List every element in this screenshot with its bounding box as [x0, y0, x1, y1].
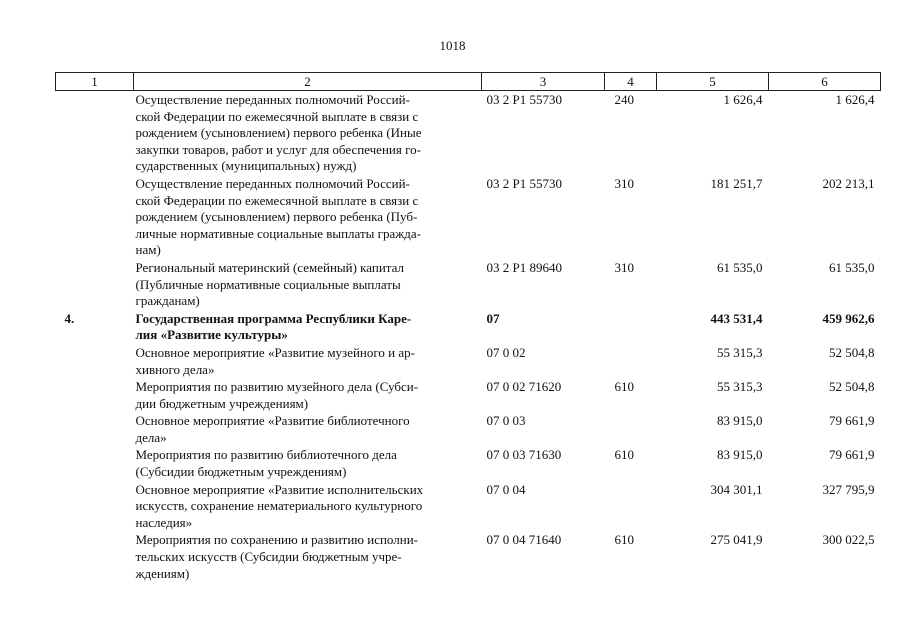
description-line: тельских искусств (Субсидии бюджетным учре- — [135, 549, 402, 565]
amount-year-2: 202 213,1 — [822, 175, 875, 191]
amount-year-1: 83 915,0 — [717, 413, 763, 429]
target-article-code: 07 0 03 71630 — [486, 447, 562, 463]
description-line: гражданам) — [135, 293, 200, 309]
amount-year-1: 443 531,4 — [710, 310, 763, 326]
description-line: Основное мероприятие «Развитие музейного и ар- — [135, 344, 415, 360]
table-row — [56, 412, 881, 446]
description-line: дии бюджетным учреждениям) — [135, 395, 309, 411]
description-line: Мероприятия по развитию библиотечного дела — [135, 447, 397, 463]
row-description — [134, 412, 482, 446]
target-article-code: 03 2 P1 55730 — [486, 92, 562, 107]
target-article-code: 07 0 02 — [486, 344, 526, 360]
amount-year-2: 300 022,5 — [822, 532, 875, 548]
table-header-row — [56, 73, 881, 91]
description-line: рождением (усыновлением) первого ребенка (Пуб- — [135, 209, 418, 225]
description-line: дела» — [135, 429, 167, 445]
amount-year-2: 52 504,8 — [829, 379, 875, 395]
column-header: 3 — [482, 73, 605, 91]
table-row — [56, 175, 881, 259]
row-number — [56, 446, 134, 480]
target-article-code: 07 0 02 71620 — [486, 379, 562, 395]
description-line: личные нормативные социальные выплаты гражда- — [135, 225, 421, 241]
description-line: Региональный материнский (семейный) капитал — [135, 259, 405, 275]
row-number — [56, 531, 134, 582]
page-number: 1018 — [439, 38, 466, 53]
column-header: 2 — [134, 73, 482, 91]
expense-type-code: 310 — [614, 259, 634, 275]
description-line: ской Федерации по ежемесячной выплате в связи с — [135, 192, 419, 208]
table-row — [56, 531, 881, 582]
description-line: Мероприятия по развитию музейного дела (Субси- — [135, 379, 419, 395]
amount-year-2: 1 626,4 — [835, 92, 875, 107]
expense-type-code: 610 — [614, 447, 634, 463]
description-line: наследия» — [135, 514, 193, 530]
table-row — [56, 344, 881, 378]
expense-type-code: 310 — [614, 175, 634, 191]
description-line: нам) — [135, 242, 161, 258]
amount-year-2: 61 535,0 — [829, 259, 875, 275]
description-line: Государственная программа Республики Каре- — [135, 310, 412, 326]
target-article-code: 07 0 04 71640 — [486, 532, 562, 548]
amount-year-1: 275 041,9 — [710, 532, 763, 548]
amount-year-2: 52 504,8 — [829, 344, 875, 360]
amount-year-1: 83 915,0 — [717, 447, 763, 463]
row-number — [56, 259, 134, 310]
amount-year-1: 304 301,1 — [710, 481, 763, 497]
description-line: Основное мероприятие «Развитие библиотечного — [135, 413, 410, 429]
row-number — [56, 378, 134, 412]
description-line: Основное мероприятие «Развитие исполнительских — [135, 481, 424, 497]
expense-type-code — [605, 481, 657, 532]
row-number — [56, 91, 134, 175]
description-line: закупки товаров, работ и услуг для обеспечения го- — [135, 141, 421, 157]
row-description — [134, 481, 482, 532]
row-description — [134, 344, 482, 378]
expense-type-code — [605, 344, 657, 378]
description-line: Осуществление переданных полномочий Россий- — [135, 92, 410, 107]
row-number — [56, 175, 134, 259]
description-line: хивного дела» — [135, 361, 215, 377]
description-line: сударственных (муниципальных) нужд) — [135, 158, 357, 174]
description-line: искусств, сохранение нематериального культурного — [135, 498, 423, 514]
row-number: 4. — [64, 310, 75, 326]
amount-year-1: 55 315,3 — [717, 379, 763, 395]
target-article-code: 07 — [486, 310, 500, 326]
table-row — [56, 481, 881, 532]
target-article-code: 03 2 P1 55730 — [486, 175, 562, 191]
table-row — [56, 378, 881, 412]
expense-type-code — [605, 310, 657, 344]
column-header: 1 — [56, 73, 134, 91]
amount-year-1: 1 626,4 — [723, 92, 763, 107]
description-line: ждениям) — [135, 565, 190, 581]
table-row — [56, 446, 881, 480]
expense-type-code — [605, 412, 657, 446]
amount-year-1: 55 315,3 — [717, 344, 763, 360]
amount-year-2: 79 661,9 — [829, 413, 875, 429]
row-number — [56, 481, 134, 532]
expense-type-code: 240 — [614, 92, 634, 107]
description-line: (Публичные нормативные социальные выплаты — [135, 276, 401, 292]
table-row — [56, 310, 881, 344]
amount-year-2: 327 795,9 — [822, 481, 875, 497]
expense-type-code: 610 — [614, 532, 634, 548]
target-article-code: 07 0 03 — [486, 413, 526, 429]
budget-table — [55, 72, 881, 582]
row-description — [134, 378, 482, 412]
row-number — [56, 344, 134, 378]
row-number — [56, 412, 134, 446]
target-article-code: 03 2 P1 89640 — [486, 259, 562, 275]
description-line: ской Федерации по ежемесячной выплате в связи с — [135, 108, 419, 124]
table-body — [56, 91, 881, 583]
table-row — [56, 91, 881, 175]
description-line: Осуществление переданных полномочий Россий- — [135, 175, 410, 191]
amount-year-1: 61 535,0 — [717, 259, 763, 275]
description-line: (Субсидии бюджетным учреждениям) — [135, 464, 347, 480]
row-description — [134, 175, 482, 259]
amount-year-2: 79 661,9 — [829, 447, 875, 463]
row-description — [134, 259, 482, 310]
row-description — [134, 91, 482, 175]
expense-type-code: 610 — [614, 379, 634, 395]
column-header: 5 — [657, 73, 769, 91]
description-line: Мероприятия по сохранению и развитию исполни- — [135, 532, 418, 548]
table-row — [56, 259, 881, 310]
column-header: 4 — [605, 73, 657, 91]
column-header: 6 — [769, 73, 881, 91]
description-line: рождением (усыновлением) первого ребенка (Иные — [135, 125, 422, 141]
row-description — [134, 310, 482, 344]
amount-year-2: 459 962,6 — [822, 310, 875, 326]
row-description — [134, 446, 482, 480]
amount-year-1: 181 251,7 — [710, 175, 763, 191]
target-article-code: 07 0 04 — [486, 481, 526, 497]
description-line: лия «Развитие культуры» — [135, 327, 288, 343]
row-description — [134, 531, 482, 582]
